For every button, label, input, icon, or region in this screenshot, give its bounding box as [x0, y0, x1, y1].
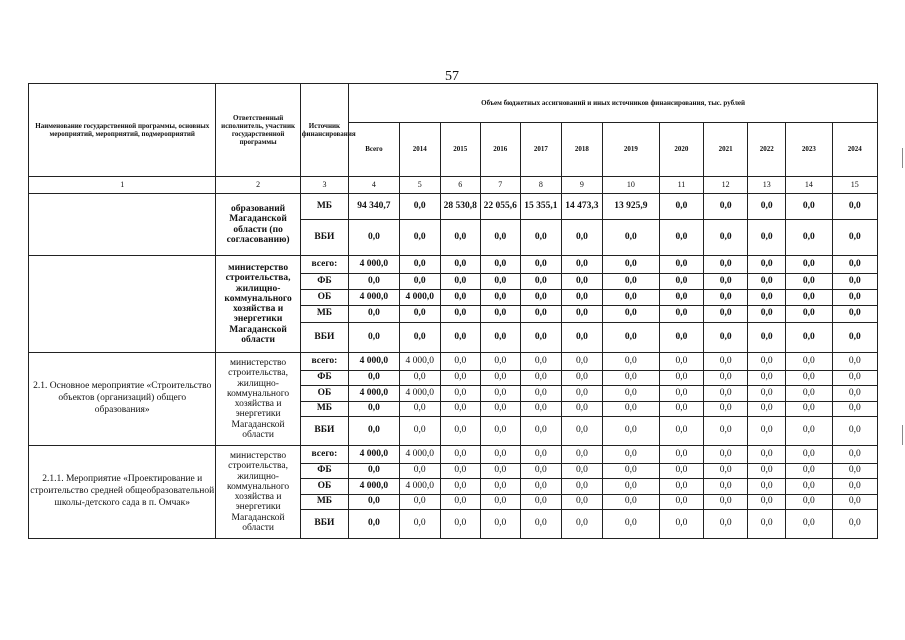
- value-year: 0,0: [786, 256, 832, 274]
- value-year: 0,0: [520, 220, 561, 256]
- value-year: 0,0: [520, 495, 561, 510]
- value-year: 0,0: [748, 464, 786, 479]
- value-year: 0,0: [704, 371, 748, 386]
- column-index: 10: [602, 177, 659, 194]
- value-year: 0,0: [602, 446, 659, 464]
- value-year: 0,0: [561, 290, 602, 306]
- value-total: 0,0: [349, 274, 400, 290]
- table-row: [29, 194, 878, 220]
- funding-source: ОБ: [300, 479, 348, 495]
- value-year: 0,0: [480, 464, 520, 479]
- value-year: 0,0: [399, 274, 440, 290]
- value-year: 0,0: [659, 479, 703, 495]
- value-year: 0,0: [704, 194, 748, 220]
- value-year: 0,0: [480, 446, 520, 464]
- value-year: 0,0: [440, 446, 480, 464]
- value-year: 0,0: [480, 510, 520, 539]
- value-year: 0,0: [602, 495, 659, 510]
- value-year: 0,0: [704, 290, 748, 306]
- value-year: 0,0: [832, 194, 878, 220]
- value-year: 0,0: [602, 306, 659, 323]
- value-year: 0,0: [561, 446, 602, 464]
- value-year: 0,0: [704, 479, 748, 495]
- value-year: 0,0: [399, 510, 440, 539]
- funding-source: всего:: [300, 256, 348, 274]
- value-year: 0,0: [704, 446, 748, 464]
- value-year: 0,0: [561, 417, 602, 446]
- value-year: 4 000,0: [399, 386, 440, 402]
- value-year: 0,0: [659, 274, 703, 290]
- header-year: Всего: [349, 123, 400, 177]
- value-year: 0,0: [704, 495, 748, 510]
- column-index: 3: [300, 177, 348, 194]
- value-year: 0,0: [786, 464, 832, 479]
- value-year: 0,0: [704, 510, 748, 539]
- value-total: 0,0: [349, 464, 400, 479]
- value-year: 0,0: [440, 402, 480, 417]
- value-year: 0,0: [480, 220, 520, 256]
- value-year: 0,0: [520, 256, 561, 274]
- header-year: 2019: [602, 123, 659, 177]
- value-year: 0,0: [440, 495, 480, 510]
- value-total: 0,0: [349, 220, 400, 256]
- table-row: [29, 256, 878, 274]
- value-year: 0,0: [440, 323, 480, 353]
- header-year: 2014: [399, 123, 440, 177]
- value-year: 0,0: [440, 256, 480, 274]
- value-year: 0,0: [440, 371, 480, 386]
- value-year: 0,0: [480, 353, 520, 371]
- header-year: 2017: [520, 123, 561, 177]
- value-year: 0,0: [480, 479, 520, 495]
- value-year: 0,0: [602, 220, 659, 256]
- value-year: 0,0: [704, 417, 748, 446]
- budget-table: [28, 83, 878, 539]
- responsible-executor: министерство строительства, жилищно-коммунального хозяйства и энергетики Магаданской области: [216, 353, 300, 446]
- header-year: 2022: [748, 123, 786, 177]
- value-year: 0,0: [399, 371, 440, 386]
- value-total: 94 340,7: [349, 194, 400, 220]
- value-year: 0,0: [659, 371, 703, 386]
- value-year: 0,0: [520, 510, 561, 539]
- value-year: 0,0: [748, 402, 786, 417]
- value-year: 0,0: [832, 220, 878, 256]
- value-year: 0,0: [520, 386, 561, 402]
- column-index: 7: [480, 177, 520, 194]
- page-number: 57: [445, 69, 459, 84]
- value-year: 0,0: [659, 290, 703, 306]
- value-year: 0,0: [786, 446, 832, 464]
- table-row: [29, 353, 878, 371]
- value-year: 0,0: [602, 386, 659, 402]
- value-total: 0,0: [349, 371, 400, 386]
- funding-source: ОБ: [300, 290, 348, 306]
- funding-source: всего:: [300, 353, 348, 371]
- value-year: 0,0: [832, 256, 878, 274]
- value-year: 0,0: [659, 194, 703, 220]
- value-year: 0,0: [399, 256, 440, 274]
- value-year: 0,0: [480, 306, 520, 323]
- value-year: 0,0: [786, 371, 832, 386]
- header-volume: Объем бюджетных ассигнований и иных источников финансирования, тыс. рублей: [349, 84, 878, 123]
- value-total: 0,0: [349, 323, 400, 353]
- value-year: 0,0: [602, 256, 659, 274]
- value-year: 0,0: [480, 417, 520, 446]
- column-index: 6: [440, 177, 480, 194]
- value-year: 0,0: [520, 464, 561, 479]
- value-year: 0,0: [602, 510, 659, 539]
- value-year: 0,0: [399, 323, 440, 353]
- funding-source: ВБИ: [300, 417, 348, 446]
- value-year: 4 000,0: [399, 446, 440, 464]
- value-year: 0,0: [786, 495, 832, 510]
- value-year: 0,0: [704, 274, 748, 290]
- funding-source: МБ: [300, 495, 348, 510]
- value-year: 0,0: [440, 479, 480, 495]
- responsible-executor: образований Магаданской области (по согласованию): [216, 194, 300, 256]
- value-total: 4 000,0: [349, 256, 400, 274]
- value-year: 0,0: [832, 290, 878, 306]
- funding-source: ФБ: [300, 274, 348, 290]
- value-year: 4 000,0: [399, 290, 440, 306]
- value-year: 0,0: [561, 353, 602, 371]
- value-year: 0,0: [832, 274, 878, 290]
- value-year: 0,0: [480, 323, 520, 353]
- value-year: 0,0: [704, 256, 748, 274]
- value-year: 0,0: [440, 510, 480, 539]
- value-year: 0,0: [704, 353, 748, 371]
- value-year: 0,0: [440, 274, 480, 290]
- value-year: 0,0: [561, 274, 602, 290]
- value-year: 0,0: [561, 510, 602, 539]
- value-year: 0,0: [748, 256, 786, 274]
- funding-source: МБ: [300, 306, 348, 323]
- value-year: 0,0: [832, 495, 878, 510]
- value-year: 0,0: [786, 386, 832, 402]
- value-year: 15 355,1: [520, 194, 561, 220]
- column-index: 14: [786, 177, 832, 194]
- value-year: 0,0: [748, 323, 786, 353]
- value-year: 0,0: [520, 290, 561, 306]
- value-year: 0,0: [659, 220, 703, 256]
- value-year: 4 000,0: [399, 353, 440, 371]
- value-total: 0,0: [349, 402, 400, 417]
- value-year: 0,0: [832, 464, 878, 479]
- value-year: 0,0: [399, 220, 440, 256]
- header-year: 2023: [786, 123, 832, 177]
- value-year: 0,0: [748, 479, 786, 495]
- value-year: 0,0: [748, 290, 786, 306]
- value-year: 0,0: [440, 353, 480, 371]
- value-year: 4 000,0: [399, 479, 440, 495]
- value-year: 0,0: [832, 510, 878, 539]
- value-year: 0,0: [399, 417, 440, 446]
- value-year: 0,0: [786, 479, 832, 495]
- value-year: 13 925,9: [602, 194, 659, 220]
- value-year: 0,0: [832, 306, 878, 323]
- value-year: 0,0: [561, 256, 602, 274]
- column-index: 5: [399, 177, 440, 194]
- value-year: 22 055,6: [480, 194, 520, 220]
- value-year: 0,0: [786, 353, 832, 371]
- value-year: 0,0: [399, 194, 440, 220]
- value-year: 0,0: [659, 446, 703, 464]
- value-year: 0,0: [440, 417, 480, 446]
- value-year: 0,0: [399, 306, 440, 323]
- value-year: 0,0: [561, 371, 602, 386]
- value-total: 4 000,0: [349, 446, 400, 464]
- value-year: 0,0: [399, 402, 440, 417]
- value-year: 0,0: [440, 220, 480, 256]
- value-year: 0,0: [748, 306, 786, 323]
- value-year: 0,0: [832, 417, 878, 446]
- value-year: 0,0: [786, 220, 832, 256]
- header-year: 2024: [832, 123, 878, 177]
- value-year: 0,0: [602, 323, 659, 353]
- value-total: 4 000,0: [349, 290, 400, 306]
- value-year: 0,0: [659, 353, 703, 371]
- column-index: 15: [832, 177, 878, 194]
- value-year: 0,0: [520, 274, 561, 290]
- value-year: 0,0: [561, 495, 602, 510]
- value-year: 0,0: [399, 464, 440, 479]
- value-year: 0,0: [748, 417, 786, 446]
- value-year: 0,0: [602, 417, 659, 446]
- value-year: 0,0: [561, 464, 602, 479]
- value-year: 14 473,3: [561, 194, 602, 220]
- value-year: 0,0: [602, 464, 659, 479]
- header-year: 2018: [561, 123, 602, 177]
- activity-name: [29, 194, 216, 256]
- value-year: 0,0: [480, 495, 520, 510]
- value-year: 0,0: [659, 495, 703, 510]
- funding-source: ВБИ: [300, 323, 348, 353]
- value-year: 0,0: [440, 306, 480, 323]
- value-year: 0,0: [480, 386, 520, 402]
- value-year: 0,0: [832, 386, 878, 402]
- column-index: 12: [704, 177, 748, 194]
- value-year: 0,0: [748, 220, 786, 256]
- value-total: 4 000,0: [349, 353, 400, 371]
- responsible-executor: министерство строительства, жилищно-коммунального хозяйства и энергетики Магаданской области: [216, 256, 300, 353]
- value-year: 0,0: [520, 306, 561, 323]
- value-year: 0,0: [480, 371, 520, 386]
- value-year: 0,0: [786, 194, 832, 220]
- value-year: 0,0: [602, 353, 659, 371]
- funding-source: ФБ: [300, 464, 348, 479]
- value-year: 0,0: [520, 323, 561, 353]
- value-year: 0,0: [520, 446, 561, 464]
- value-total: 0,0: [349, 510, 400, 539]
- column-index: 9: [561, 177, 602, 194]
- scan-edge-mark: [902, 148, 903, 168]
- value-year: 0,0: [520, 371, 561, 386]
- header-year: 2021: [704, 123, 748, 177]
- column-index: 11: [659, 177, 703, 194]
- value-year: 0,0: [480, 274, 520, 290]
- value-year: 0,0: [561, 306, 602, 323]
- value-year: 0,0: [786, 323, 832, 353]
- value-total: 4 000,0: [349, 479, 400, 495]
- value-year: 0,0: [748, 446, 786, 464]
- value-year: 0,0: [748, 386, 786, 402]
- value-year: 0,0: [602, 402, 659, 417]
- value-year: 0,0: [602, 371, 659, 386]
- value-year: 0,0: [659, 256, 703, 274]
- value-year: 0,0: [704, 402, 748, 417]
- value-year: 0,0: [832, 353, 878, 371]
- funding-source: МБ: [300, 194, 348, 220]
- header-responsible: Ответственный исполнитель, участник государственной программы: [216, 84, 300, 177]
- value-year: 0,0: [480, 290, 520, 306]
- activity-name: 2.1. Основное мероприятие «Строительство объектов (организаций) общего образования»: [29, 353, 216, 446]
- value-year: 0,0: [480, 402, 520, 417]
- value-year: 0,0: [602, 479, 659, 495]
- value-year: 0,0: [704, 464, 748, 479]
- value-year: 0,0: [561, 402, 602, 417]
- header-source: Источник финансирования: [300, 84, 348, 177]
- funding-source: ВБИ: [300, 220, 348, 256]
- funding-source: ВБИ: [300, 510, 348, 539]
- value-year: 0,0: [561, 220, 602, 256]
- value-year: 0,0: [748, 510, 786, 539]
- value-year: 0,0: [520, 479, 561, 495]
- value-year: 0,0: [704, 386, 748, 402]
- activity-name: [29, 256, 216, 353]
- value-year: 0,0: [659, 386, 703, 402]
- value-year: 0,0: [440, 386, 480, 402]
- funding-source: всего:: [300, 446, 348, 464]
- value-year: 0,0: [561, 479, 602, 495]
- value-year: 0,0: [659, 464, 703, 479]
- funding-source: ФБ: [300, 371, 348, 386]
- column-index: 8: [520, 177, 561, 194]
- value-year: 28 530,8: [440, 194, 480, 220]
- scan-edge-mark: [902, 425, 903, 445]
- header-year: 2016: [480, 123, 520, 177]
- value-year: 0,0: [561, 386, 602, 402]
- funding-source: ОБ: [300, 386, 348, 402]
- value-year: 0,0: [659, 417, 703, 446]
- value-year: 0,0: [748, 371, 786, 386]
- value-year: 0,0: [832, 323, 878, 353]
- value-year: 0,0: [786, 290, 832, 306]
- value-year: 0,0: [748, 274, 786, 290]
- value-year: 0,0: [659, 323, 703, 353]
- table-row: [29, 446, 878, 464]
- column-index: 4: [349, 177, 400, 194]
- funding-source: МБ: [300, 402, 348, 417]
- value-year: 0,0: [748, 495, 786, 510]
- value-year: 0,0: [704, 220, 748, 256]
- value-year: 0,0: [786, 417, 832, 446]
- value-year: 0,0: [520, 402, 561, 417]
- value-year: 0,0: [659, 402, 703, 417]
- value-total: 0,0: [349, 495, 400, 510]
- value-year: 0,0: [602, 290, 659, 306]
- value-year: 0,0: [440, 290, 480, 306]
- value-year: 0,0: [704, 306, 748, 323]
- value-year: 0,0: [832, 479, 878, 495]
- value-year: 0,0: [704, 323, 748, 353]
- value-year: 0,0: [748, 194, 786, 220]
- value-total: 0,0: [349, 306, 400, 323]
- header-name: Наименование государственной программы, основных мероприятий, мероприятий, подмероприятий: [29, 84, 216, 177]
- activity-name: 2.1.1. Мероприятие «Проектирование и строительство средней общеобразовательной школы-детского сада в п. Омчак»: [29, 446, 216, 539]
- responsible-executor: министерство строительства, жилищно-коммунального хозяйства и энергетики Магаданской области: [216, 446, 300, 539]
- value-year: 0,0: [832, 446, 878, 464]
- value-year: 0,0: [520, 417, 561, 446]
- value-year: 0,0: [832, 402, 878, 417]
- value-year: 0,0: [561, 323, 602, 353]
- value-year: 0,0: [832, 371, 878, 386]
- value-year: 0,0: [786, 510, 832, 539]
- column-index: 2: [216, 177, 300, 194]
- column-index: 1: [29, 177, 216, 194]
- header-year: 2020: [659, 123, 703, 177]
- value-year: 0,0: [659, 306, 703, 323]
- value-year: 0,0: [786, 306, 832, 323]
- value-year: 0,0: [786, 402, 832, 417]
- value-year: 0,0: [480, 256, 520, 274]
- value-total: 0,0: [349, 417, 400, 446]
- value-year: 0,0: [399, 495, 440, 510]
- column-index: 13: [748, 177, 786, 194]
- value-year: 0,0: [659, 510, 703, 539]
- value-year: 0,0: [786, 274, 832, 290]
- header-year: 2015: [440, 123, 480, 177]
- value-year: 0,0: [520, 353, 561, 371]
- value-year: 0,0: [602, 274, 659, 290]
- value-year: 0,0: [748, 353, 786, 371]
- value-total: 4 000,0: [349, 386, 400, 402]
- value-year: 0,0: [440, 464, 480, 479]
